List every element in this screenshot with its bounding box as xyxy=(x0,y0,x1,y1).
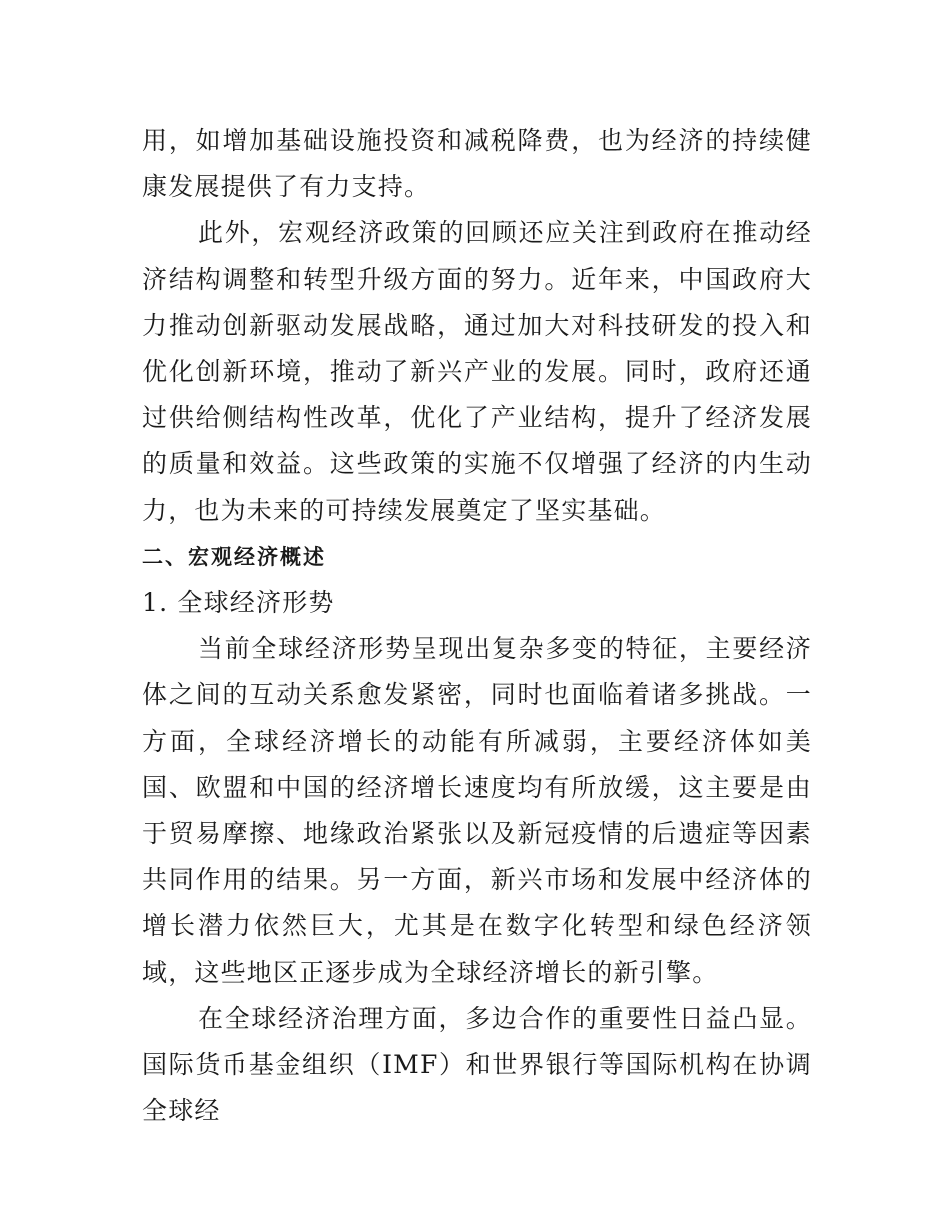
paragraph-continuation: 用，如增加基础设施投资和减税降费，也为经济的持续健康发展提供了有力支持。 xyxy=(142,126,812,202)
paragraph-policy-review: 此外，宏观经济政策的回顾还应关注到政府在推动经济结构调整和转型升级方面的努力。近年来，中国政府大力推动创新驱动发展战略，通过加大对科技研发的投入和优化创新环境，推动了新兴产业的发展。同时，政府还通过供给侧结构性改革，优化了产业结构，提升了经济发展的质量和效益。这些政策的实施不仅增强了经济的内生动力，也为未来的可持续发展奠定了坚实基础。 xyxy=(142,218,812,525)
subsection-heading: 1. 全球经济形势 xyxy=(142,588,335,618)
paragraph-global-governance: 在全球经济治理方面，多边合作的重要性日益凸显。国际货币基金组织（IMF）和世界银行等国际机构在协调全球经 xyxy=(142,1003,812,1126)
paragraph-global-situation: 当前全球经济形势呈现出复杂多变的特征，主要经济体之间的互动关系愈发紧密，同时也面临着诸多挑战。一方面，全球经济增长的动能有所减弱，主要经济体如美国、欧盟和中国的经济增长速度均有所放缓，这主要是由于贸易摩擦、地缘政治紧张以及新冠疫情的后遗症等因素共同作用的结果。另一方面，新兴市场和发展中经济体的增长潜力依然巨大，尤其是在数字化转型和绿色经济领域，这些地区正逐步成为全球经济增长的新引擎。 xyxy=(142,634,812,987)
section-heading: 二、宏观经济概述 xyxy=(142,544,326,569)
document-body xyxy=(142,118,812,1134)
